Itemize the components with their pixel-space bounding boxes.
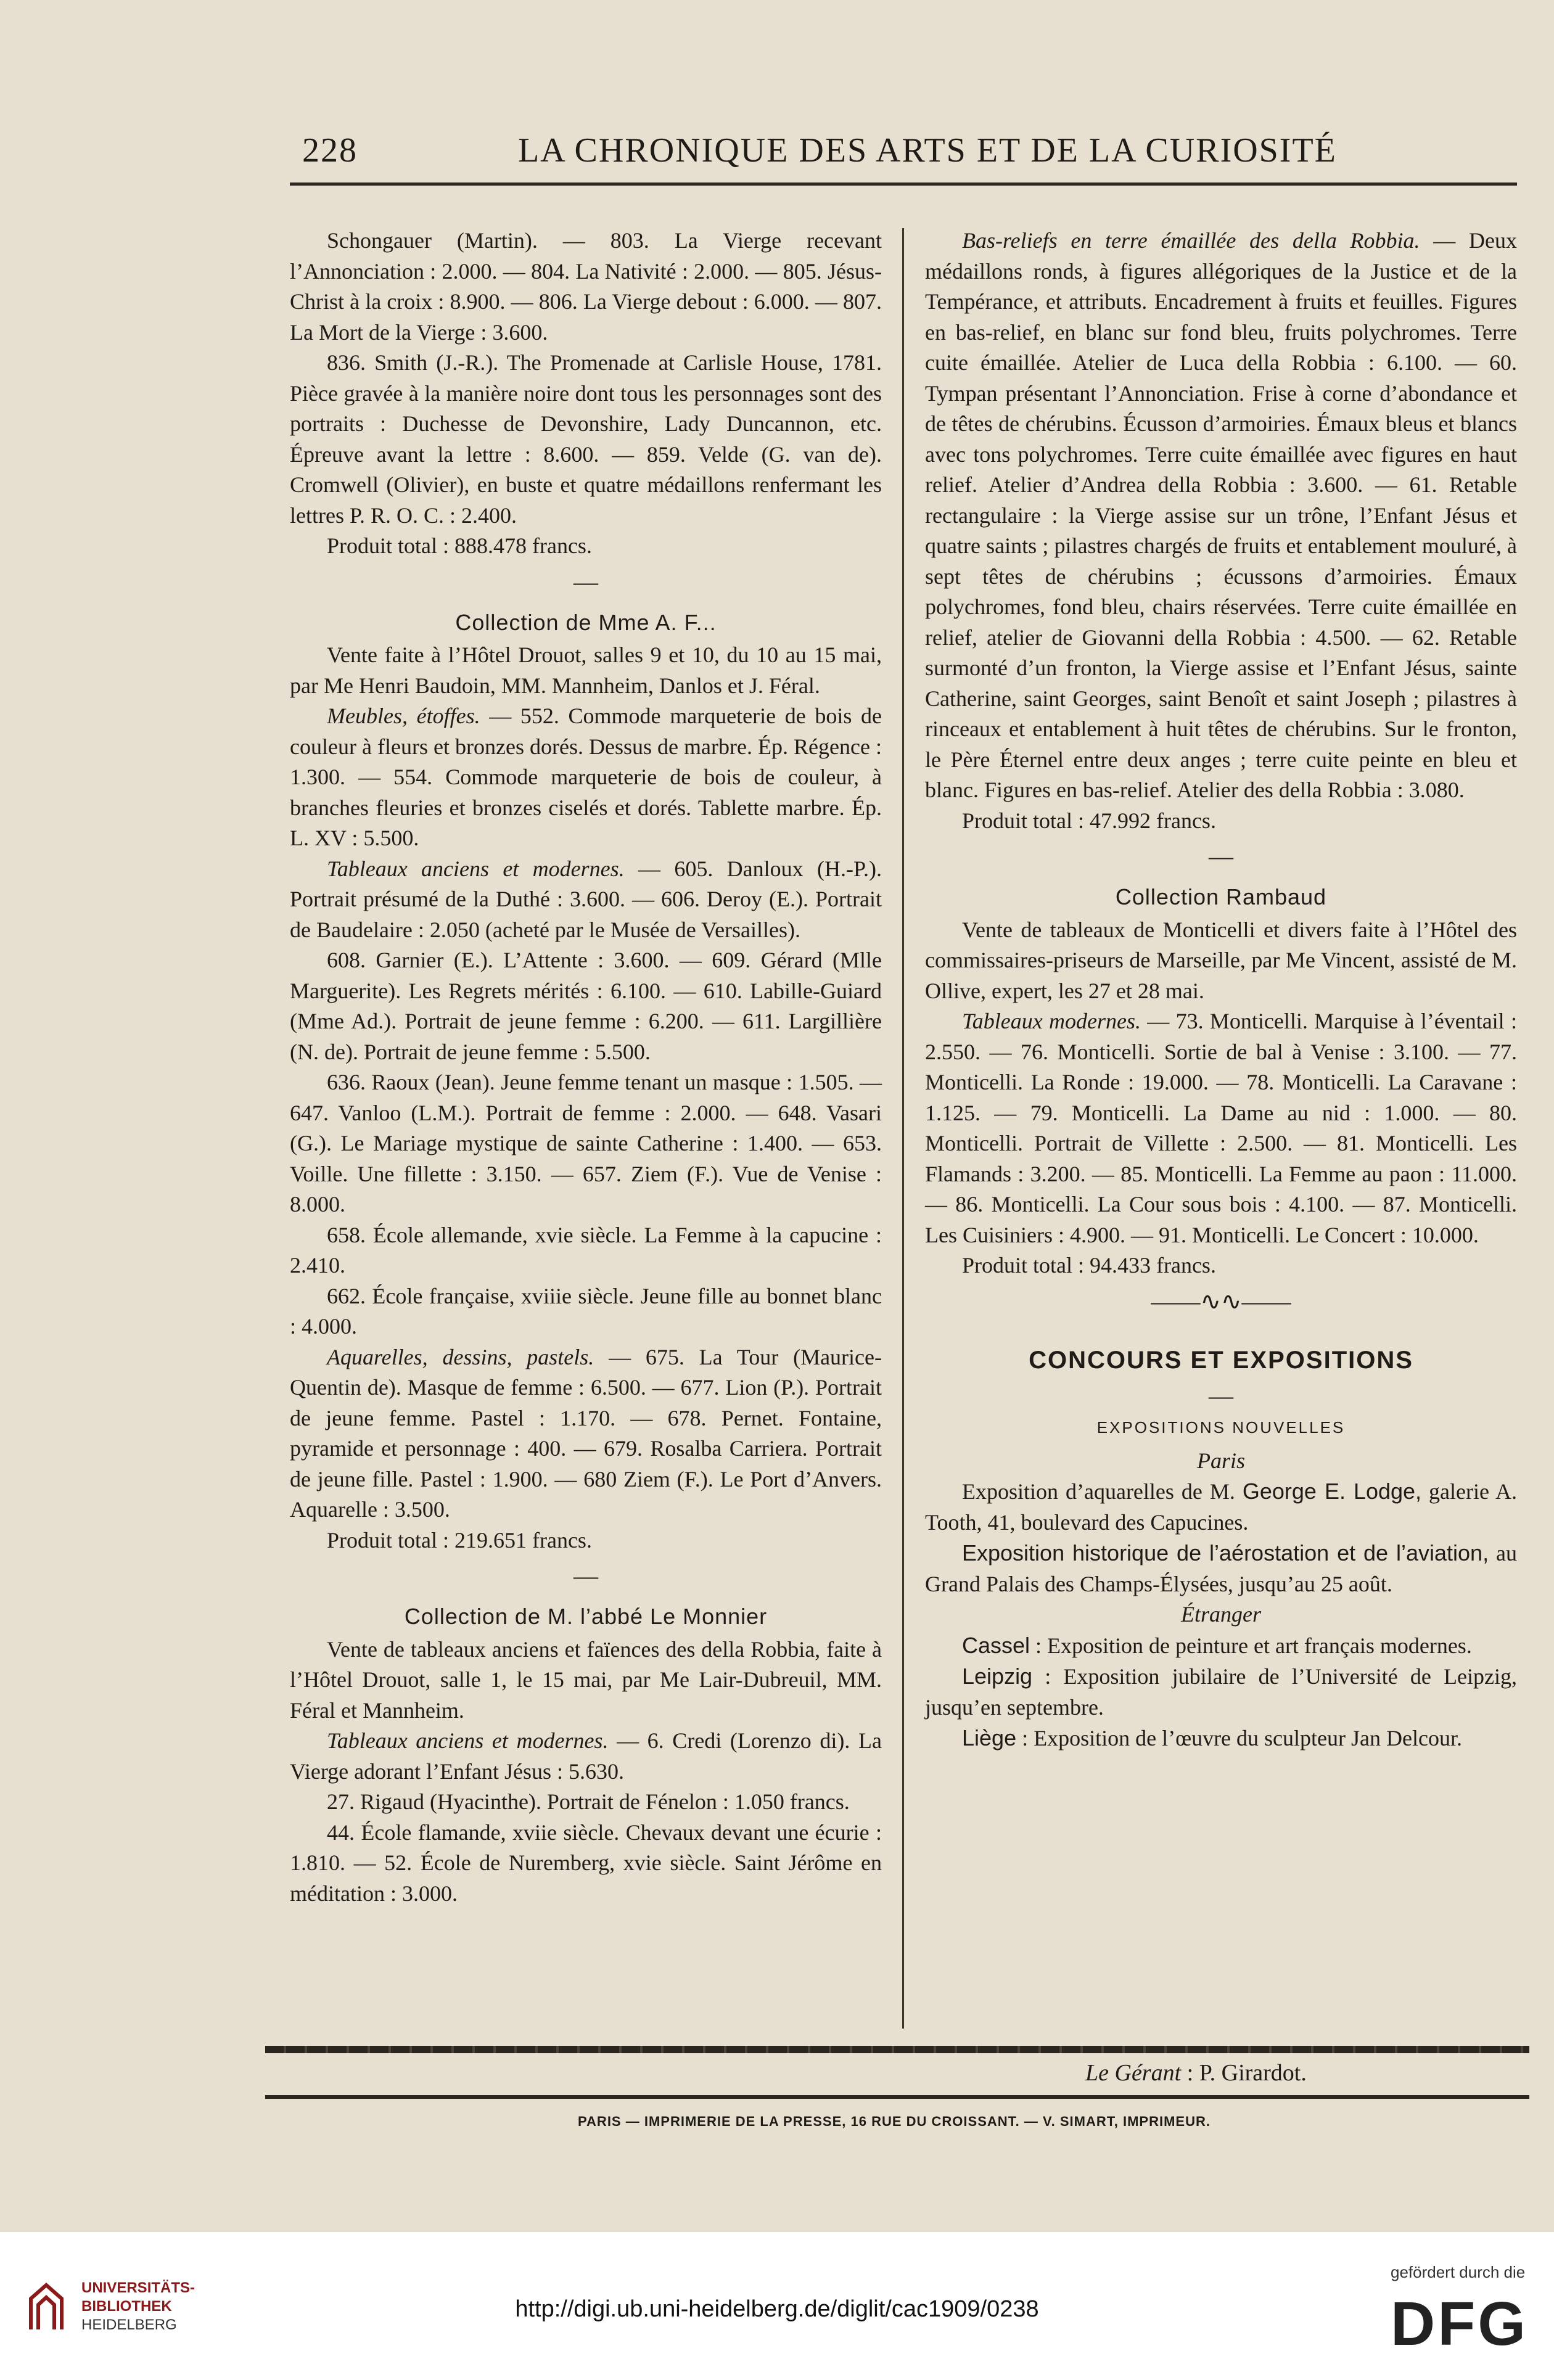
library-line: HEIDELBERG bbox=[81, 2316, 177, 2333]
paragraph: — 6. Credi (Lorenzo di). La Vierge adorant l’Enfant Jésus : 5.630. bbox=[290, 1728, 882, 1784]
left-column bbox=[290, 226, 882, 1909]
signature-rule bbox=[265, 2095, 1529, 2099]
text: au Grand Palais des Champs-Élysées, jusqu’au 25 août. bbox=[925, 1541, 1518, 1596]
ornament-rule: ——∿∿—— bbox=[1151, 1287, 1291, 1315]
text: : Exposition de peinture et art français modernes. bbox=[1030, 1633, 1472, 1658]
text: : Exposition jubilaire de l’Université de Leipzig, jusqu’en septembre. bbox=[925, 1664, 1517, 1720]
page-header bbox=[265, 131, 1529, 174]
location-heading: Paris bbox=[1196, 1448, 1245, 1473]
section-heading: Collection Rambaud bbox=[1115, 884, 1327, 909]
total: Produit total : 47.992 francs. bbox=[962, 808, 1216, 833]
category-label: Meubles, étoffes. bbox=[327, 704, 480, 728]
paragraph: Vente de tableaux de Monticelli et divers faite à l’Hôtel des commissaires-priseurs de Marseille, par Me Vincent, assisté de M. Ollive, expert, les 27 et 28 mai. bbox=[925, 917, 1517, 1003]
text: galerie A. Tooth, 41, boulevard des Capucines. bbox=[925, 1479, 1517, 1535]
library-line: UNIVERSITÄTS- bbox=[81, 2279, 195, 2296]
category-label: Tableaux anciens et modernes. bbox=[327, 856, 625, 881]
text: : Exposition de l’œuvre du sculpteur Jan Delcour. bbox=[1016, 1726, 1462, 1750]
printer-imprint: PARIS — IMPRIMERIE DE LA PRESSE, 16 RUE DU CROISSANT. — V. SIMART, IMPRIMEUR. bbox=[578, 2114, 1211, 2129]
category-label: Bas-reliefs en terre émaillée des della Robbia. bbox=[962, 228, 1420, 253]
section-heading: CONCOURS ET EXPOSITIONS bbox=[1029, 1346, 1413, 1374]
footer-rule bbox=[265, 2046, 1529, 2053]
right-column bbox=[925, 226, 1517, 1754]
paragraph: 836. Smith (J.-R.). The Promenade at Carlisle House, 1781. Pièce gravée à la manière noire dont tous les personnages sont des portraits : Duchesse de Devonshire, Lady Duncannon, etc. Épreuve avant la lettre : 8.600. — 859. Velde (G. van de). Cromwell (Olivier), en buste et quatre médaillons renfermant les lettres P. R. O. C. : 2.400. bbox=[290, 350, 882, 528]
city-name: Liège bbox=[962, 1725, 1017, 1750]
category-label: Aquarelles, dessins, pastels. bbox=[327, 1344, 594, 1369]
city-name: Leipzig bbox=[962, 1664, 1033, 1689]
column-separator bbox=[902, 228, 904, 2029]
header-rule bbox=[290, 183, 1517, 186]
section-heading: Collection de Mme A. F... bbox=[455, 609, 717, 635]
permalink[interactable]: http://digi.ub.uni-heidelberg.de/diglit/cac1909/0238 bbox=[515, 2296, 1039, 2322]
section-dash: — bbox=[574, 1562, 598, 1590]
paragraph: 608. Garnier (E.). L’Attente : 3.600. — 609. Gérard (Mlle Marguerite). Les Regrets mérités : 6.100. — 610. Labille-Guiard (Mme Ad.). Portrait de jeune femme : 6.200. — 611. Largillière (N. de). Portrait de jeune femme : 5.500. bbox=[290, 948, 882, 1064]
subsection-heading: EXPOSITIONS NOUVELLES bbox=[1096, 1418, 1346, 1437]
paragraph: 636. Raoux (Jean). Jeune femme tenant un masque : 1.505. — 647. Vanloo (L.M.). Portrait de femme : 2.000. — 648. Vasari (G.). Le Mariage mystique de sainte Catherine : 1.400. — 653. Voille. Une fillette : 3.150. — 657. Ziem (F.). Vue de Venise : 8.000. bbox=[290, 1070, 882, 1217]
total: Produit total : 888.478 francs. bbox=[327, 533, 592, 558]
section-heading: Collection de M. l’abbé Le Monnier bbox=[404, 1604, 768, 1629]
section-dash: — bbox=[1209, 1382, 1233, 1410]
exhibition-name: Exposition historique de l’aérostation et de l’aviation, bbox=[962, 1540, 1489, 1565]
category-label: Tableaux modernes. bbox=[962, 1009, 1141, 1033]
paragraph: 27. Rigaud (Hyacinthe). Portrait de Fénelon : 1.050 francs. bbox=[327, 1789, 850, 1814]
paragraph: 44. École flamande, xviie siècle. Chevaux devant une écurie : 1.810. — 52. École de Nuremberg, xvie siècle. Saint Jérôme en méditation : 3.000. bbox=[290, 1820, 882, 1906]
library-line: BIBLIOTHEK bbox=[81, 2298, 172, 2315]
text: Exposition d’aquarelles de M. bbox=[962, 1479, 1243, 1504]
artist-name: George E. Lodge, bbox=[1242, 1479, 1422, 1504]
signature-label: Le Gérant bbox=[1085, 2060, 1182, 2086]
section-dash: — bbox=[1209, 842, 1233, 870]
paragraph: — Deux médaillons ronds, à figures allégoriques de la Justice et de la Tempérance, et attributs. Encadrement à fruits et feuilles. Figures en bas-relief, en blanc sur fond bleu, fruits polychromes. Terre cuite émaillée. Atelier de Luca della Robbia : 6.100. — 60. Tympan présentant l’Annonciation. Frise à corne d’abondance et de têtes de chérubins. Écusson d’armoiries. Émaux bleus et blancs avec tons polychromes. Terre cuite émaillée avec figures en haut relief. Atelier d’Andrea della Robbia : 3.600. — 61. Retable rectangulaire : la Vierge assise sur un trône, l’Enfant Jésus et quatre saints ; pilastres chargés de fruits et entablement mouluré, à sept têtes de chérubins ; écussons d’armoiries. Émaux polychromes, fond bleu, chairs réservées. Terre cuite émaillée en relief, atelier de Giovanni della Robbia : 4.500. — 62. Retable surmonté d’un fronton, la Vierge assise et l’Enfant Jésus, sainte Catherine, saint Georges, saint Benoît et saint Joseph ; pilastres à rinceaux et entablement à huit têtes de chérubins. Sur le fronton, le Père Éternel entre deux anges ; terre cuite peinte en bleu et blanc. Figures en bas-relief. Atelier des della Robbia : 3.080. bbox=[925, 228, 1517, 802]
section-dash: — bbox=[574, 567, 598, 596]
paragraph: — 73. Monticelli. Marquise à l’éventail : 2.550. — 76. Monticelli. Sortie de bal à Venise : 3.100. — 77. Monticelli. La Ronde : 19.000. — 78. Monticelli. La Caravane : 1.125. — 79. Monticelli. La Dame au nid : 1.000. — 80. Monticelli. Portrait de Villette : 2.500. — 81. Monticelli. Les Flamands : 3.200. — 85. Monticelli. La Femme au paon : 11.000. — 86. Monticelli. La Cour sous bois : 4.100. — 87. Monticelli. Les Cuisiniers : 4.900. — 91. Monticelli. Le Concert : 10.000. bbox=[925, 1009, 1517, 1247]
paragraph: Vente de tableaux anciens et faïences des della Robbia, faite à l’Hôtel Drouot, salle 1, le 15 mai, par Me Lair-Dubreuil, MM. Féral et Mannheim. bbox=[290, 1636, 882, 1723]
paragraph: Vente faite à l’Hôtel Drouot, salles 9 et 10, du 10 au 15 mai, par Me Henri Baudoin, MM. Mannheim, Danlos et J. Féral. bbox=[290, 642, 882, 698]
paragraph: — 675. La Tour (Maurice-Quentin de). Masque de femme : 6.500. — 677. Lion (P.). Portrait de jeune femme. Pastel : 1.170. — 678. Pernet. Fontaine, pyramide et personnage : 400. — 679. Rosalba Carriera. Portrait de jeune fille. Pastel : 1.900. — 680 Ziem (F.). Le Port d’Anvers. Aquarelle : 3.500. bbox=[290, 1344, 882, 1522]
paragraph: 658. École allemande, xvie siècle. La Femme à la capucine : 2.410. bbox=[290, 1222, 882, 1278]
journal-title: LA CHRONIQUE DES ARTS ET DE LA CURIOSITÉ bbox=[518, 131, 1337, 170]
funding-label: gefördert durch die bbox=[1391, 2263, 1526, 2281]
location-heading: Étranger bbox=[1181, 1602, 1261, 1627]
signature-name: : P. Girardot. bbox=[1181, 2060, 1307, 2086]
page-number: 228 bbox=[302, 131, 358, 170]
paragraph: — 605. Danloux (H.-P.). Portrait présumé de la Duthé : 3.600. — 606. Deroy (E.). Portrait de Baudelaire : 2.050 (acheté par le Musée de Versailles). bbox=[290, 856, 882, 942]
paragraph: 662. École française, xviiie siècle. Jeune fille au bonnet blanc : 4.000. bbox=[290, 1283, 882, 1339]
category-label: Tableaux anciens et modernes. bbox=[327, 1728, 609, 1753]
signature bbox=[1085, 2059, 1307, 2087]
paragraph: Schongauer (Martin). — 803. La Vierge recevant l’Annonciation : 2.000. — 804. La Nativité : 2.000. — 805. Jésus-Christ à la croix : 8.900. — 806. La Vierge debout : 6.000. — 807. La Mort de la Vierge : 3.600. bbox=[290, 228, 882, 345]
dfg-logo: DFG bbox=[1391, 2289, 1529, 2358]
digitization-footer bbox=[0, 2232, 1554, 2380]
total: Produit total : 94.433 francs. bbox=[962, 1253, 1216, 1278]
total: Produit total : 219.651 francs. bbox=[327, 1527, 592, 1553]
city-name: Cassel bbox=[962, 1632, 1030, 1658]
paragraph: — 552. Commode marqueterie de bois de couleur à fleurs et bronzes dorés. Dessus de marbre. Ép. Régence : 1.300. — 554. Commode marqueterie de bois de couleur, à branches fleuries et bronzes ciselés et dorés. Tablette marbre. Ép. L. XV : 5.500. bbox=[290, 704, 882, 850]
